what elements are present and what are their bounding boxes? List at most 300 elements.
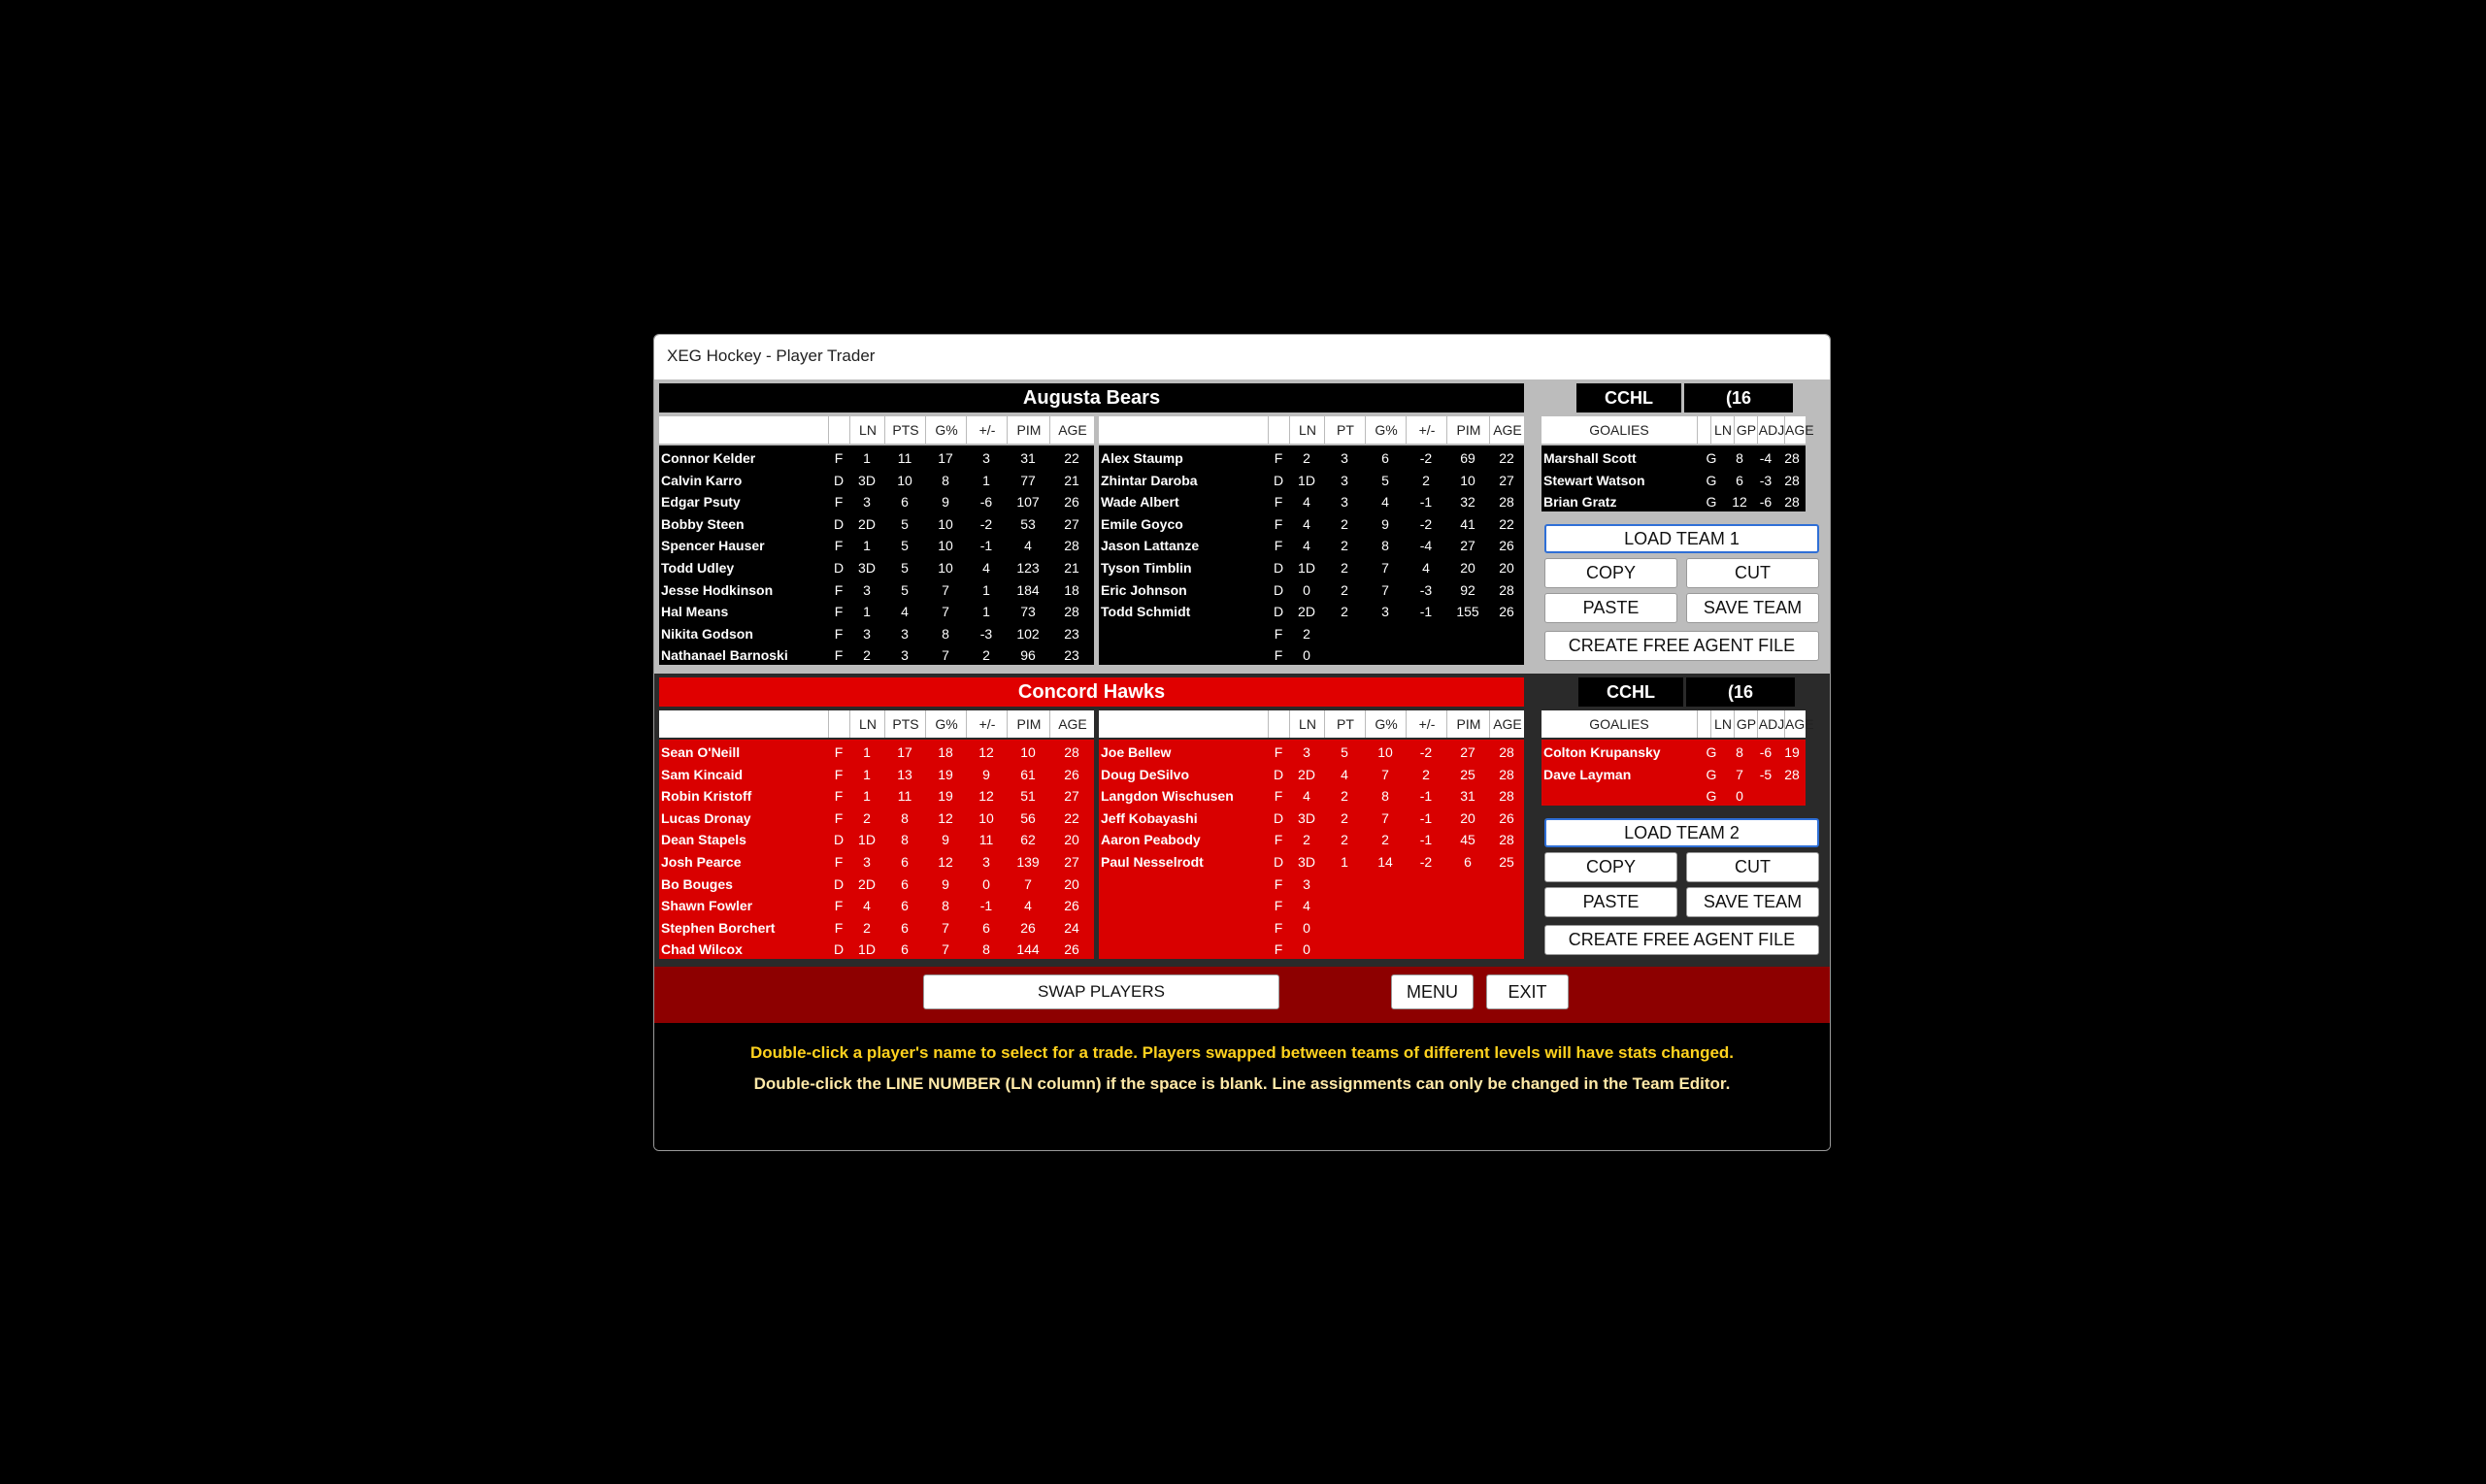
position: G bbox=[1706, 766, 1717, 782]
position: D bbox=[833, 832, 845, 848]
points: 2 bbox=[1341, 788, 1348, 805]
line[interactable]: 3 bbox=[863, 494, 871, 511]
player-name[interactable]: Stephen Borchert bbox=[661, 919, 776, 936]
age: 28 bbox=[1784, 450, 1800, 466]
player-name[interactable]: Chad Wilcox bbox=[661, 941, 743, 958]
player-row[interactable] bbox=[1099, 742, 1524, 763]
player-trader-window bbox=[653, 334, 1831, 1151]
player-row[interactable] bbox=[1099, 623, 1524, 644]
player-row[interactable] bbox=[659, 785, 1094, 807]
player-name[interactable]: Nikita Godson bbox=[661, 625, 753, 642]
team1-goalies-header bbox=[1541, 416, 1814, 444]
line[interactable]: 2D bbox=[858, 875, 876, 892]
line[interactable]: 2 bbox=[1303, 450, 1310, 466]
player-name[interactable]: Todd Schmidt bbox=[1101, 604, 1191, 620]
line[interactable]: 3D bbox=[1298, 809, 1315, 826]
column-header: +/- bbox=[1406, 416, 1447, 444]
line[interactable]: 4 bbox=[1303, 538, 1310, 554]
age: 28 bbox=[1499, 832, 1514, 848]
line[interactable]: 4 bbox=[1303, 788, 1310, 805]
line[interactable]: 3 bbox=[1303, 875, 1310, 892]
age: 28 bbox=[1499, 766, 1514, 782]
position: F bbox=[1274, 744, 1283, 760]
line[interactable]: 3 bbox=[863, 854, 871, 870]
player-row[interactable] bbox=[1541, 764, 1806, 785]
column-header bbox=[659, 710, 828, 738]
player-name[interactable]: Connor Kelder bbox=[661, 450, 756, 466]
player-name[interactable]: Paul Nesselrodt bbox=[1101, 854, 1204, 870]
player-name[interactable]: Joe Bellew bbox=[1101, 744, 1172, 760]
age: 26 bbox=[1499, 538, 1514, 554]
points: 2 bbox=[1341, 832, 1348, 848]
exit-button[interactable]: EXIT bbox=[1486, 974, 1569, 1009]
position: F bbox=[834, 744, 844, 760]
goal-pct: 7 bbox=[942, 604, 949, 620]
swap-players-button[interactable]: SWAP PLAYERS bbox=[923, 974, 1279, 1009]
menu-button[interactable]: MENU bbox=[1391, 974, 1474, 1009]
pim: 27 bbox=[1460, 744, 1475, 760]
team1-panel bbox=[654, 379, 1830, 674]
points: 5 bbox=[1341, 744, 1348, 760]
team2-create-free-agent-button[interactable]: CREATE FREE AGENT FILE bbox=[1544, 925, 1819, 955]
position: G bbox=[1706, 788, 1717, 805]
player-row[interactable] bbox=[1099, 535, 1524, 556]
player-row[interactable] bbox=[1099, 644, 1524, 666]
goal-pct: 14 bbox=[1377, 854, 1393, 870]
column-header: GOALIES bbox=[1589, 716, 1649, 732]
player-name[interactable]: Emile Goyco bbox=[1101, 515, 1183, 532]
games-played: 8 bbox=[1736, 450, 1743, 466]
adjustment: -3 bbox=[1759, 472, 1773, 488]
column-header: +/- bbox=[1406, 710, 1447, 738]
player-row[interactable] bbox=[659, 601, 1094, 622]
points: 1 bbox=[1341, 854, 1348, 870]
player-name[interactable]: Nathanael Barnoski bbox=[661, 647, 788, 664]
window-title: XEG Hockey - Player Trader bbox=[667, 346, 876, 365]
pim: 96 bbox=[1020, 647, 1036, 664]
player-row[interactable] bbox=[659, 644, 1094, 666]
age: 22 bbox=[1064, 809, 1079, 826]
line[interactable]: 4 bbox=[1303, 515, 1310, 532]
player-name[interactable]: Hal Means bbox=[661, 604, 729, 620]
player-row[interactable] bbox=[1099, 917, 1524, 939]
plus-minus: -1 bbox=[1419, 809, 1433, 826]
line[interactable]: 2 bbox=[1303, 625, 1310, 642]
player-row[interactable] bbox=[1099, 808, 1524, 829]
pim: 73 bbox=[1020, 604, 1036, 620]
player-row[interactable] bbox=[1099, 785, 1524, 807]
line[interactable]: 4 bbox=[1303, 898, 1310, 914]
player-name[interactable]: Todd Udley bbox=[661, 560, 735, 576]
player-name[interactable]: Lucas Dronay bbox=[661, 809, 751, 826]
team1-paste-button[interactable]: PASTE bbox=[1544, 593, 1677, 623]
age: 19 bbox=[1784, 744, 1800, 760]
position: F bbox=[834, 450, 844, 466]
player-row[interactable] bbox=[659, 939, 1094, 960]
goal-pct: 8 bbox=[1381, 788, 1389, 805]
team2-paste-button[interactable]: PASTE bbox=[1544, 887, 1677, 917]
position: F bbox=[1274, 941, 1283, 958]
goal-pct: 5 bbox=[1381, 472, 1389, 488]
player-row[interactable] bbox=[1099, 829, 1524, 850]
goalie-name[interactable]: Marshall Scott bbox=[1543, 450, 1637, 466]
position: F bbox=[834, 625, 844, 642]
points: 6 bbox=[901, 898, 909, 914]
age: 18 bbox=[1064, 581, 1079, 598]
column-header: LN bbox=[1710, 416, 1735, 444]
line[interactable]: 3D bbox=[858, 472, 876, 488]
games-played: 7 bbox=[1736, 766, 1743, 782]
plus-minus: 2 bbox=[982, 647, 990, 664]
line[interactable]: 1 bbox=[863, 788, 871, 805]
line[interactable]: 2D bbox=[1298, 766, 1315, 782]
position: D bbox=[833, 941, 845, 958]
position: D bbox=[833, 472, 845, 488]
line[interactable]: 1 bbox=[863, 766, 871, 782]
line[interactable]: 0 bbox=[1303, 941, 1310, 958]
goal-pct: 18 bbox=[938, 744, 953, 760]
player-row[interactable] bbox=[659, 447, 1094, 469]
pim: 102 bbox=[1016, 625, 1040, 642]
plus-minus: -4 bbox=[1419, 538, 1433, 554]
goal-pct: 10 bbox=[1377, 744, 1393, 760]
goalie-name[interactable]: Dave Layman bbox=[1543, 766, 1632, 782]
player-name[interactable]: Wade Albert bbox=[1101, 494, 1179, 511]
column-header: PIM bbox=[1446, 416, 1490, 444]
player-row[interactable] bbox=[1099, 513, 1524, 535]
position: F bbox=[1274, 538, 1283, 554]
pim: 20 bbox=[1460, 809, 1475, 826]
points: 11 bbox=[897, 788, 912, 805]
goal-pct: 12 bbox=[938, 854, 953, 870]
line[interactable]: 0 bbox=[1303, 647, 1310, 664]
pim: 69 bbox=[1460, 450, 1475, 466]
plus-minus: -6 bbox=[979, 494, 993, 511]
age: 26 bbox=[1499, 809, 1514, 826]
plus-minus: 3 bbox=[982, 854, 990, 870]
line[interactable]: 3D bbox=[858, 560, 876, 576]
pim: 62 bbox=[1020, 832, 1036, 848]
pim: 10 bbox=[1020, 744, 1036, 760]
goal-pct: 17 bbox=[938, 450, 953, 466]
player-name[interactable]: Sean O'Neill bbox=[661, 744, 741, 760]
player-row[interactable] bbox=[1099, 447, 1524, 469]
position: F bbox=[834, 766, 844, 782]
player-row[interactable] bbox=[1541, 491, 1806, 512]
plus-minus: 9 bbox=[982, 766, 990, 782]
column-header: AGE bbox=[1784, 416, 1806, 444]
goal-pct: 10 bbox=[938, 538, 953, 554]
column-header: G% bbox=[925, 710, 967, 738]
points: 2 bbox=[1341, 538, 1348, 554]
plus-minus: -1 bbox=[1419, 788, 1433, 805]
pim: 56 bbox=[1020, 809, 1036, 826]
column-header bbox=[828, 710, 850, 738]
age: 28 bbox=[1499, 581, 1514, 598]
pim: 25 bbox=[1460, 766, 1475, 782]
goal-pct: 7 bbox=[1381, 809, 1389, 826]
line[interactable]: 3 bbox=[863, 581, 871, 598]
player-name[interactable]: Jason Lattanze bbox=[1101, 538, 1200, 554]
player-row[interactable] bbox=[1541, 470, 1806, 491]
age: 28 bbox=[1064, 744, 1079, 760]
player-row[interactable] bbox=[1099, 895, 1524, 916]
goalie-name[interactable]: Colton Krupansky bbox=[1543, 744, 1661, 760]
player-name[interactable]: Bobby Steen bbox=[661, 515, 745, 532]
column-header: AGE bbox=[1784, 710, 1806, 738]
line[interactable]: 4 bbox=[1303, 494, 1310, 511]
player-row[interactable] bbox=[659, 829, 1094, 850]
age: 21 bbox=[1064, 472, 1079, 488]
player-name[interactable]: Sam Kincaid bbox=[661, 766, 744, 782]
age: 22 bbox=[1499, 450, 1514, 466]
player-row[interactable] bbox=[659, 808, 1094, 829]
player-row[interactable] bbox=[1541, 742, 1806, 763]
player-name[interactable]: Aaron Peabody bbox=[1101, 832, 1201, 848]
line[interactable]: 3 bbox=[863, 625, 871, 642]
adjustment: -6 bbox=[1759, 744, 1773, 760]
team1-cut-button[interactable]: CUT bbox=[1686, 558, 1819, 588]
line[interactable]: 2D bbox=[1298, 604, 1315, 620]
plus-minus: -1 bbox=[1419, 494, 1433, 511]
age: 26 bbox=[1064, 941, 1079, 958]
column-header: G% bbox=[925, 416, 967, 444]
player-row[interactable] bbox=[659, 557, 1094, 578]
player-row[interactable] bbox=[1099, 764, 1524, 785]
bottom-bar bbox=[654, 967, 1830, 1023]
line[interactable]: 3 bbox=[1303, 744, 1310, 760]
player-row[interactable] bbox=[659, 513, 1094, 535]
team2-save-team-button[interactable]: SAVE TEAM bbox=[1686, 887, 1819, 917]
points: 5 bbox=[901, 560, 909, 576]
goalie-name[interactable]: Stewart Watson bbox=[1543, 472, 1645, 488]
line[interactable]: 1D bbox=[1298, 560, 1315, 576]
line[interactable]: 2 bbox=[1303, 832, 1310, 848]
player-name[interactable]: Shawn Fowler bbox=[661, 898, 753, 914]
team2-cut-button[interactable]: CUT bbox=[1686, 852, 1819, 882]
player-name[interactable]: Calvin Karro bbox=[661, 472, 743, 488]
plus-minus: 12 bbox=[978, 788, 994, 805]
help-panel bbox=[654, 1023, 1830, 1151]
goal-pct: 9 bbox=[1381, 515, 1389, 532]
line[interactable]: 1 bbox=[863, 604, 871, 620]
position: F bbox=[1274, 875, 1283, 892]
player-row[interactable] bbox=[1099, 939, 1524, 960]
pim: 32 bbox=[1460, 494, 1475, 511]
position: G bbox=[1706, 744, 1717, 760]
plus-minus: 6 bbox=[982, 919, 990, 936]
player-row[interactable] bbox=[659, 742, 1094, 763]
load-team2-button[interactable]: LOAD TEAM 2 bbox=[1544, 818, 1819, 847]
line[interactable]: 2 bbox=[863, 809, 871, 826]
player-row[interactable] bbox=[659, 895, 1094, 916]
age: 26 bbox=[1064, 494, 1079, 511]
line[interactable]: 1D bbox=[858, 941, 876, 958]
team1-league: CCHL bbox=[1576, 383, 1681, 412]
line[interactable]: 1D bbox=[858, 832, 876, 848]
player-row[interactable] bbox=[659, 764, 1094, 785]
column-header bbox=[1099, 416, 1268, 444]
player-name[interactable]: Robin Kristoff bbox=[661, 788, 752, 805]
age: 28 bbox=[1499, 744, 1514, 760]
points: 6 bbox=[901, 854, 909, 870]
player-row[interactable] bbox=[659, 874, 1094, 895]
line[interactable]: 1D bbox=[1298, 472, 1315, 488]
column-header: LN bbox=[1289, 416, 1325, 444]
column-header: ADJ bbox=[1757, 710, 1785, 738]
age: 20 bbox=[1499, 560, 1514, 576]
player-row[interactable] bbox=[1099, 557, 1524, 578]
points: 2 bbox=[1341, 604, 1348, 620]
line[interactable]: 2 bbox=[863, 919, 871, 936]
plus-minus: 12 bbox=[978, 744, 994, 760]
points: 2 bbox=[1341, 560, 1348, 576]
goal-pct: 7 bbox=[1381, 560, 1389, 576]
position: F bbox=[834, 919, 844, 936]
line[interactable]: 3D bbox=[1298, 854, 1315, 870]
help-line-2: Double-click the LINE NUMBER (LN column) if the space is blank. Line assignments can only be changed in the Team Editor. bbox=[753, 1074, 1731, 1093]
points: 3 bbox=[1341, 450, 1348, 466]
goalie-name[interactable]: Brian Gratz bbox=[1543, 494, 1617, 511]
points: 4 bbox=[1341, 766, 1348, 782]
position: F bbox=[834, 538, 844, 554]
player-row[interactable] bbox=[1541, 785, 1806, 807]
points: 2 bbox=[1341, 581, 1348, 598]
goal-pct: 9 bbox=[942, 494, 949, 511]
player-name[interactable]: Zhintar Daroba bbox=[1101, 472, 1198, 488]
pim: 123 bbox=[1016, 560, 1040, 576]
plus-minus: 1 bbox=[982, 472, 990, 488]
age: 26 bbox=[1499, 604, 1514, 620]
player-name[interactable]: Bo Bouges bbox=[661, 875, 733, 892]
age: 20 bbox=[1064, 832, 1079, 848]
pim: 61 bbox=[1020, 766, 1036, 782]
team2-panel bbox=[654, 674, 1830, 968]
pim: 4 bbox=[1024, 538, 1032, 554]
plus-minus: -2 bbox=[979, 515, 993, 532]
points: 2 bbox=[1341, 809, 1348, 826]
line[interactable]: 1 bbox=[863, 450, 871, 466]
team2-copy-button[interactable]: COPY bbox=[1544, 852, 1677, 882]
player-row[interactable] bbox=[1099, 874, 1524, 895]
player-name[interactable]: Jesse Hodkinson bbox=[661, 581, 774, 598]
goal-pct: 12 bbox=[938, 809, 953, 826]
load-team1-button[interactable]: LOAD TEAM 1 bbox=[1544, 524, 1819, 553]
player-row[interactable] bbox=[659, 491, 1094, 512]
team1-copy-button[interactable]: COPY bbox=[1544, 558, 1677, 588]
player-name[interactable]: Spencer Hauser bbox=[661, 538, 765, 554]
position: F bbox=[834, 854, 844, 870]
player-name[interactable]: Langdon Wischusen bbox=[1101, 788, 1234, 805]
column-header: LN bbox=[1710, 710, 1735, 738]
goal-pct: 8 bbox=[942, 898, 949, 914]
position: D bbox=[1273, 809, 1284, 826]
goal-pct: 7 bbox=[942, 647, 949, 664]
goal-pct: 9 bbox=[942, 875, 949, 892]
points: 5 bbox=[901, 515, 909, 532]
player-row[interactable] bbox=[659, 917, 1094, 939]
line[interactable]: 2D bbox=[858, 515, 876, 532]
column-header: PIM bbox=[1007, 710, 1050, 738]
player-row[interactable] bbox=[1099, 851, 1524, 873]
team1-save-team-button[interactable]: SAVE TEAM bbox=[1686, 593, 1819, 623]
column-header bbox=[828, 416, 850, 444]
player-row[interactable] bbox=[659, 851, 1094, 873]
line[interactable]: 2 bbox=[863, 647, 871, 664]
player-row[interactable] bbox=[659, 623, 1094, 644]
adjustment: -6 bbox=[1759, 494, 1773, 511]
goal-pct: 19 bbox=[938, 788, 953, 805]
position: F bbox=[834, 581, 844, 598]
goal-pct: 8 bbox=[1381, 538, 1389, 554]
age: 28 bbox=[1784, 494, 1800, 511]
player-row[interactable] bbox=[1099, 601, 1524, 622]
player-name[interactable]: Alex Staump bbox=[1101, 450, 1183, 466]
age: 23 bbox=[1064, 625, 1079, 642]
pim: 7 bbox=[1024, 875, 1032, 892]
position: D bbox=[833, 560, 845, 576]
line[interactable]: 0 bbox=[1303, 919, 1310, 936]
line[interactable]: 1 bbox=[863, 744, 871, 760]
player-row[interactable] bbox=[659, 470, 1094, 491]
position: F bbox=[834, 494, 844, 511]
age: 25 bbox=[1499, 854, 1514, 870]
age: 28 bbox=[1064, 604, 1079, 620]
column-header bbox=[1697, 710, 1711, 738]
points: 6 bbox=[901, 941, 909, 958]
plus-minus: 0 bbox=[982, 875, 990, 892]
player-row[interactable] bbox=[659, 579, 1094, 601]
position: D bbox=[1273, 472, 1284, 488]
line[interactable]: 4 bbox=[863, 898, 871, 914]
player-row[interactable] bbox=[1099, 491, 1524, 512]
player-name[interactable]: Dean Stapels bbox=[661, 832, 746, 848]
title-bar bbox=[654, 335, 1830, 380]
player-name[interactable]: Doug DeSilvo bbox=[1101, 766, 1190, 782]
pim: 51 bbox=[1020, 788, 1036, 805]
team2-league: CCHL bbox=[1578, 677, 1683, 707]
age: 26 bbox=[1064, 766, 1079, 782]
line[interactable]: 0 bbox=[1303, 581, 1310, 598]
player-name[interactable]: Edgar Psuty bbox=[661, 494, 741, 511]
player-row[interactable] bbox=[1541, 447, 1806, 469]
plus-minus: 4 bbox=[1422, 560, 1430, 576]
player-name[interactable]: Tyson Timblin bbox=[1101, 560, 1192, 576]
team1-right-roster bbox=[1099, 445, 1524, 665]
team1-right-header bbox=[1099, 416, 1524, 444]
points: 10 bbox=[897, 472, 912, 488]
pim: 20 bbox=[1460, 560, 1475, 576]
plus-minus: 11 bbox=[978, 832, 994, 848]
plus-minus: -2 bbox=[1419, 744, 1433, 760]
team1-create-free-agent-button[interactable]: CREATE FREE AGENT FILE bbox=[1544, 631, 1819, 661]
player-row[interactable] bbox=[1099, 470, 1524, 491]
plus-minus: 1 bbox=[982, 581, 990, 598]
player-row[interactable] bbox=[659, 535, 1094, 556]
column-header: AGE bbox=[1049, 416, 1095, 444]
team2-left-header bbox=[659, 710, 1094, 738]
line[interactable]: 1 bbox=[863, 538, 871, 554]
player-name[interactable]: Eric Johnson bbox=[1101, 581, 1187, 598]
plus-minus: -2 bbox=[1419, 450, 1433, 466]
player-name[interactable]: Josh Pearce bbox=[661, 854, 742, 870]
goal-pct: 9 bbox=[942, 832, 949, 848]
team2-goalies-header bbox=[1541, 710, 1814, 738]
column-header bbox=[1697, 416, 1711, 444]
player-name[interactable]: Jeff Kobayashi bbox=[1101, 809, 1198, 826]
pim: 184 bbox=[1016, 581, 1040, 598]
player-row[interactable] bbox=[1099, 579, 1524, 601]
